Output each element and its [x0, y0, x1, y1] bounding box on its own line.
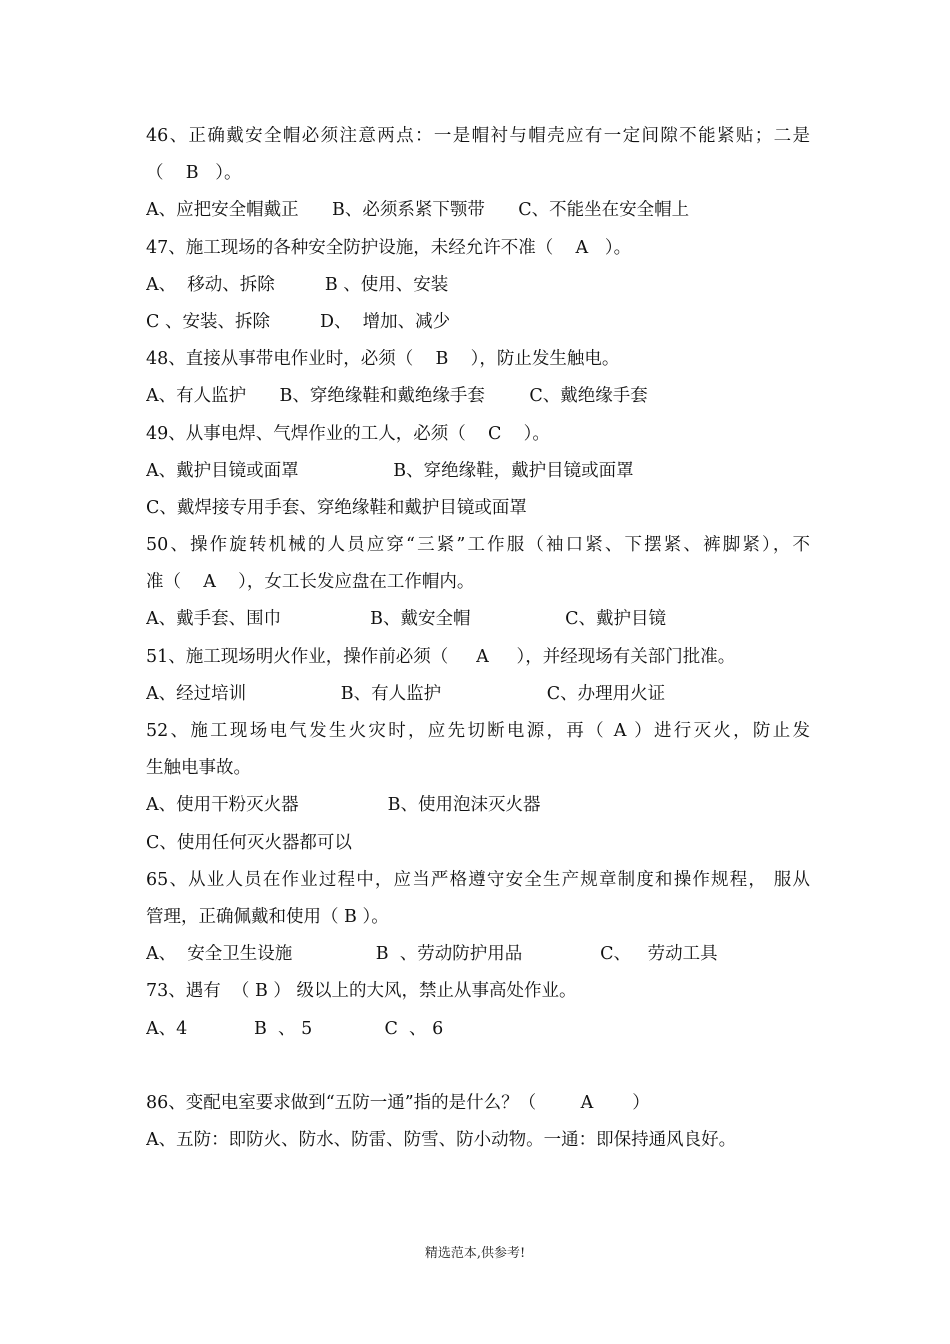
- q50-options: A、戴手套、围巾 B、戴安全帽 C、戴护目镜: [146, 609, 666, 630]
- q50-stem-line2: 准（ A ），女工长发应盘在工作帽内。: [146, 572, 475, 593]
- q51-stem: 51、施工现场明火作业，操作前必须（ A ），并经现场有关部门批准。: [146, 646, 736, 667]
- q46-options: A、应把安全帽戴正 B、必须系紧下颚带 C、不能坐在安全帽上: [146, 200, 690, 221]
- q47-options-line2: C 、安装、拆除 D、 增加、减少: [146, 311, 451, 332]
- q50-stem-line1: 50、操作旋转机械的人员应穿“三紧”工作服（袖口紧、下摆紧、裤脚紧），不: [146, 535, 810, 556]
- q52-stem-line1: 52、施工现场电气发生火灾时，应先切断电源，再（ A ）进行灭火，防止发: [146, 721, 810, 741]
- q46-stem-line2: （ B ）。: [146, 163, 242, 184]
- q65-stem-line1: 65、从业人员在作业过程中，应当严格遵守安全生产规章制度和操作规程， 服从: [146, 869, 810, 890]
- q49-options-line2: C、戴焊接专用手套、穿绝缘鞋和戴护目镜或面罩: [146, 497, 527, 518]
- q65-stem-line2: 管理，正确佩戴和使用（ B ）。: [146, 906, 389, 927]
- q46-stem-line1: 46、正确戴安全帽必须注意两点：一是帽衬与帽壳应有一定间隙不能紧贴；二是: [146, 126, 810, 146]
- q86-options: A、五防：即防火、防水、防雷、防雪、防小动物。一通：即保持通风良好。: [146, 1130, 737, 1151]
- q49-stem: 49、从事电焊、气焊作业的工人，必须（ C ）。: [146, 423, 550, 444]
- q48-stem: 48、直接从事带电作业时，必须（ B ），防止发生触电。: [146, 349, 620, 370]
- q51-options: A、经过培训 B、有人监护 C、办理用火证: [146, 683, 666, 704]
- q47-stem: 47、施工现场的各种安全防护设施，未经允许不准（ A ）。: [146, 237, 632, 258]
- q47-options-line1: A、 移动、拆除 B 、使用、安装: [146, 274, 449, 295]
- q48-options: A、有人监护 B、穿绝缘鞋和戴绝缘手套 C、戴绝缘手套: [146, 386, 648, 407]
- q65-options: A、 安全卫生设施 B 、劳动防护用品 C、 劳动工具: [146, 944, 718, 965]
- q52-options-line2: C、使用任何灭火器都可以: [146, 832, 352, 853]
- q49-options-line1: A、戴护目镜或面罩 B、穿绝缘鞋，戴护目镜或面罩: [146, 460, 634, 481]
- page-footer: 精选范本,供参考!: [424, 1246, 526, 1261]
- q73-stem: 73、遇有 （ B ） 级以上的大风，禁止从事高处作业。: [146, 981, 577, 1002]
- blank-spacer: [146, 1048, 810, 1085]
- question-list: [146, 118, 810, 1159]
- q52-options-line1: A、使用干粉灭火器 B、使用泡沫灭火器: [146, 795, 541, 816]
- q86-stem: 86、变配电室要求做到“五防一通”指的是什么？（ A ）: [146, 1092, 650, 1113]
- q52-stem-line2: 生触电事故。: [146, 758, 251, 779]
- q73-options: A、4 B 、 5 C 、 6: [146, 1018, 444, 1039]
